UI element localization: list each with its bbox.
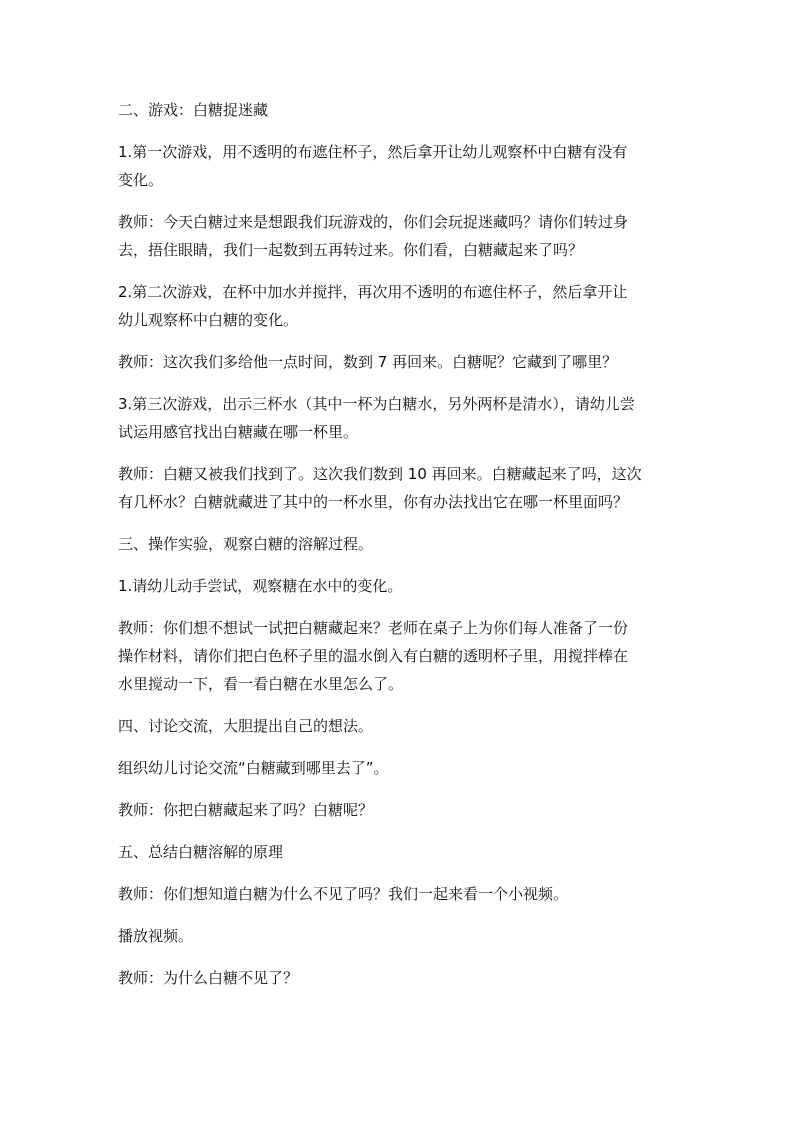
text-line: 去，捂住眼睛，我们一起数到五再转过来。你们看，白糖藏起来了吗？ (118, 241, 584, 259)
text-line: 教师：今天白糖过来是想跟我们玩游戏的，你们会玩捉迷藏吗？请你们转过身 (118, 213, 629, 231)
text-line: 二、游戏：白糖捉迷藏 (118, 101, 269, 119)
play-video-note (118, 922, 678, 950)
teacher-dialogue-2 (118, 348, 678, 376)
text-line: 教师：你们想不想试一试把白糖藏起来？老师在桌子上为你们每人准备了一份 (118, 619, 629, 637)
step-first-game (118, 138, 678, 194)
step-hands-on (118, 572, 678, 600)
text-line: 教师：为什么白糖不见了？ (118, 969, 299, 987)
text-line: 教师：白糖又被我们找到了。这次我们数到 10 再回来。白糖藏起来了吗，这次 (118, 465, 642, 483)
step-second-game (118, 278, 678, 334)
text-line: 2.第二次游戏，在杯中加水并搅拌，再次用不透明的布遮住杯子，然后拿开让 (118, 283, 628, 301)
text-line: 1.请幼儿动手尝试，观察糖在水中的变化。 (118, 577, 403, 595)
teacher-dialogue-4 (118, 614, 678, 698)
text-line: 1.第一次游戏，用不透明的布遮住杯子，然后拿开让幼儿观察杯中白糖有没有 (118, 143, 628, 161)
text-line: 五、总结白糖溶解的原理 (118, 843, 284, 861)
section-heading-summary (118, 838, 678, 866)
text-line: 水里搅动一下，看一看白糖在水里怎么了。 (118, 675, 404, 693)
text-line: 教师：这次我们多给他一点时间，数到 7 再回来。白糖呢？它藏到了哪里？ (118, 353, 618, 371)
discussion-instruction (118, 754, 678, 782)
teacher-dialogue-3 (118, 460, 678, 516)
text-line: 教师：你们想知道白糖为什么不见了吗？我们一起来看一个小视频。 (118, 885, 569, 903)
document-body (118, 96, 678, 1006)
text-line: 四、讨论交流，大胆提出自己的想法。 (118, 717, 374, 735)
text-line: 变化。 (118, 171, 164, 189)
text-line: 操作材料，请你们把白色杯子里的温水倒入有白糖的透明杯子里，用搅拌棒在 (118, 647, 629, 665)
text-line: 三、操作实验，观察白糖的溶解过程。 (118, 535, 374, 553)
text-line: 播放视频。 (118, 927, 194, 945)
section-heading-discussion (118, 712, 678, 740)
teacher-dialogue-5 (118, 796, 678, 824)
teacher-dialogue-1 (118, 208, 678, 264)
section-heading-game (118, 96, 678, 124)
teacher-dialogue-7 (118, 964, 678, 992)
teacher-dialogue-6 (118, 880, 678, 908)
section-heading-experiment (118, 530, 678, 558)
text-line: 有几杯水？白糖就藏进了其中的一杯水里，你有办法找出它在哪一杯里面吗？ (118, 493, 629, 511)
text-line: 组织幼儿讨论交流“白糖藏到哪里去了”。 (118, 759, 389, 777)
step-third-game (118, 390, 678, 446)
text-line: 教师：你把白糖藏起来了吗？白糖呢？ (118, 801, 374, 819)
text-line: 3.第三次游戏，出示三杯水（其中一杯为白糖水，另外两杯是清水），请幼儿尝 (118, 395, 635, 413)
text-line: 试运用感官找出白糖藏在哪一杯里。 (118, 423, 359, 441)
text-line: 幼儿观察杯中白糖的变化。 (118, 311, 299, 329)
